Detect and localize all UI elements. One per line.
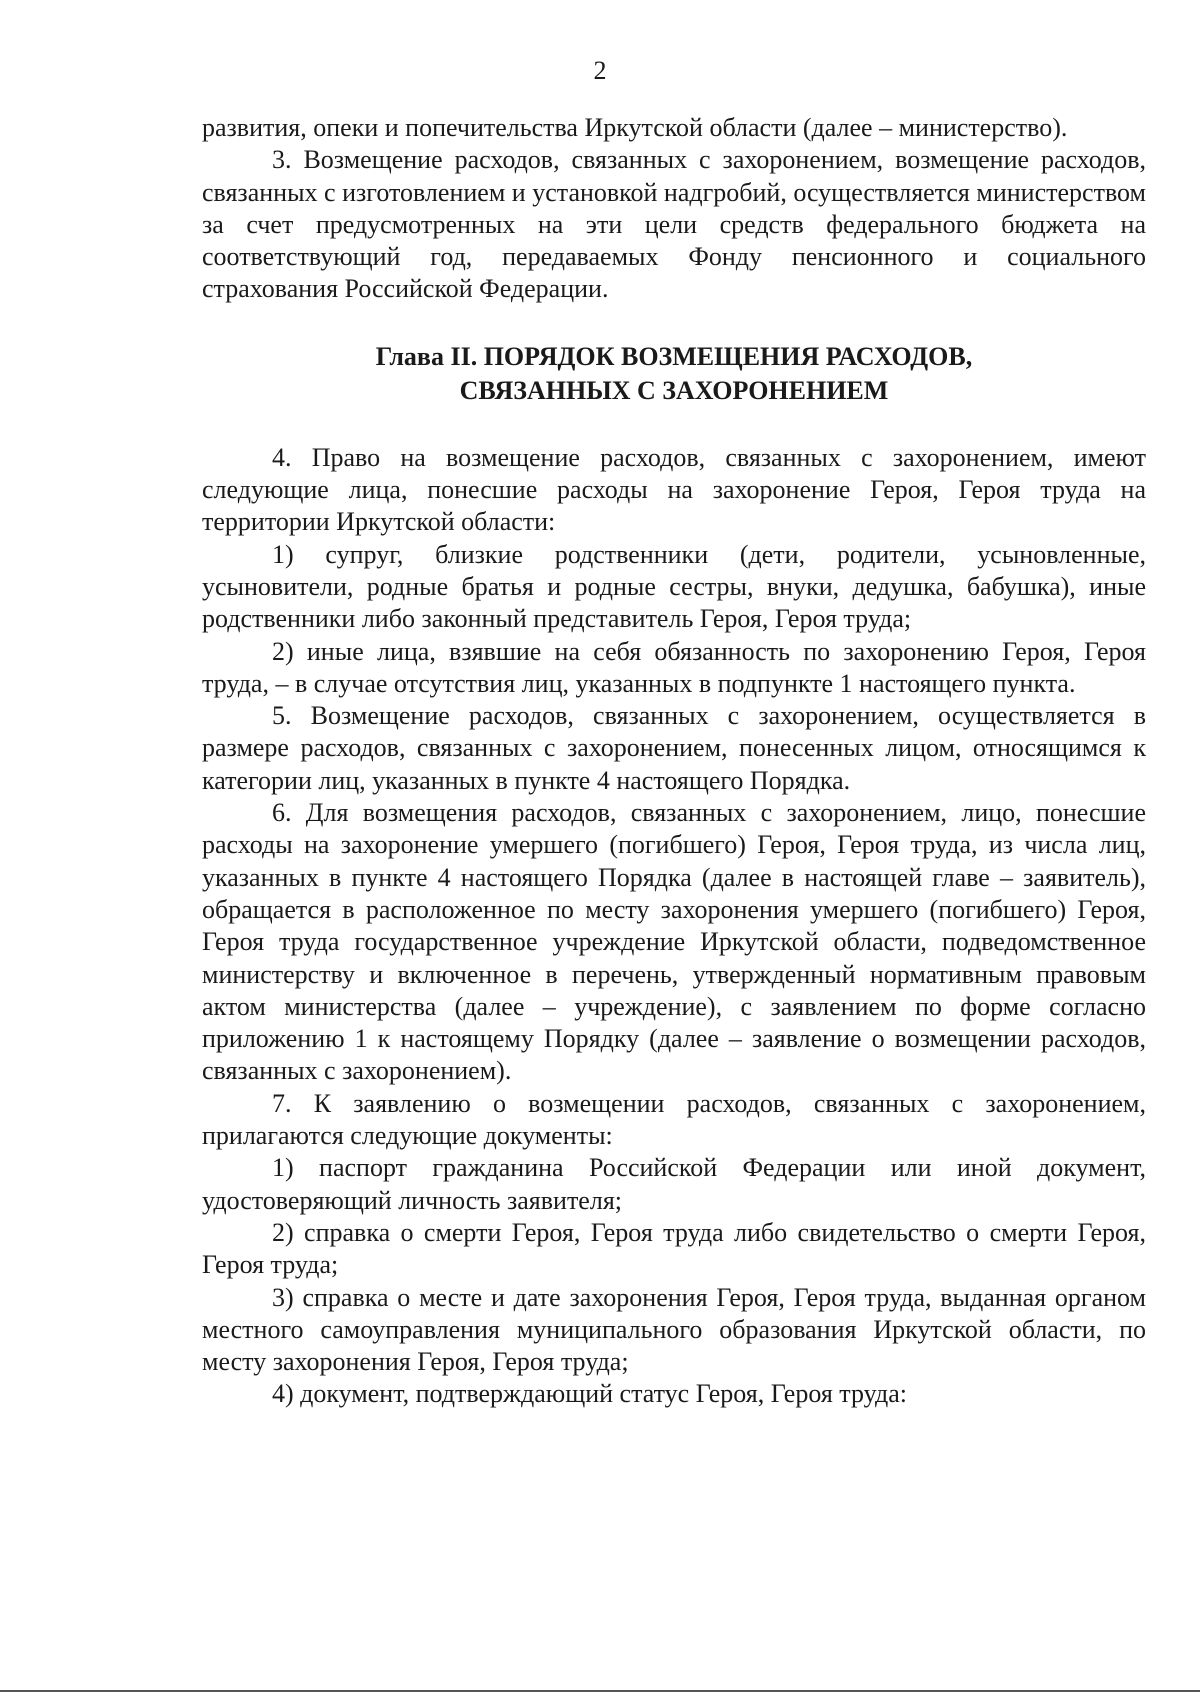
- paragraph-7-item-1: 1) паспорт гражданина Российской Федерации или иной документ, удостоверяющий личность заявителя;: [202, 1153, 1146, 1215]
- scan-bottom-edge: [0, 1690, 1200, 1692]
- paragraph-7-item-4: 4) документ, подтверждающий статус Героя, Героя труда:: [272, 1379, 907, 1409]
- paragraph-7-item-2: 2) справка о смерти Героя, Героя труда либо свидетельство о смерти Героя, Героя труда;: [202, 1217, 1146, 1280]
- paragraph-continuation: развития, опеки и попечительства Иркутской области (далее – министерство).: [202, 113, 1068, 142]
- document-body: [202, 112, 1146, 1411]
- paragraph-4-item-2: 2) иные лица, взявшие на себя обязанность по захоронению Героя, Героя труда, – в случае отсутствия лиц, указанных в подпункте 1 настоящего пункта.: [202, 636, 1146, 698]
- paragraph-6: 6. Для возмещения расходов, связанных с захоронением, лицо, понесшие расходы на захоронение умершего (погибшего) Героя, Героя труда, из числа лиц, указанных в пункте 4 настоящего Порядка (далее в настоящей главе – заявитель), обращается в расположенное по месту захоронения умершего (погибшего) Героя, Героя труда государственное учреждение Иркутской области, подведомственное министерству и включенное в перечень, утвержденный нормативным правовым актом министерства (далее – учреждение), с заявлением по форме согласно приложению 1 к настоящему Порядку (далее – заявление о возмещении расходов, связанных с захоронением).: [202, 798, 1146, 1086]
- paragraph-7-item-3: 3) справка о месте и дате захоронения Героя, Героя труда, выданная органом местного самоуправления муниципального образования Иркутской области, по месту захоронения Героя, Героя труда;: [202, 1282, 1146, 1377]
- paragraph-3: 3. Возмещение расходов, связанных с захоронением, возмещение расходов, связанных с изготовлением и установкой надгробий, осуществляется министерством за счет предусмотренных на эти цели средств федерального бюджета на соответствующий год, передаваемых Фонду пенсионного и социального страхования Российской Федерации.: [202, 145, 1146, 304]
- page-number: 2: [593, 56, 607, 85]
- paragraph-4: 4. Право на возмещение расходов, связанных с захоронением, имеют следующие лица, понесшие расходы на захоронение Героя, Героя труда на территории Иркутской области:: [202, 442, 1146, 537]
- chapter-heading-line-2: СВЯЗАННЫХ С ЗАХОРОНЕНИЕМ: [459, 375, 889, 405]
- chapter-heading-line-1: Глава II. ПОРЯДОК ВОЗМЕЩЕНИЯ РАСХОДОВ,: [375, 341, 973, 371]
- chapter-heading: [202, 340, 1146, 408]
- paragraph-4-item-1: 1) супруг, близкие родственники (дети, родители, усыновленные, усыновители, родные братья и родные сестры, внуки, дедушка, бабушка), иные родственники либо законный представитель Героя, Героя труда;: [202, 539, 1146, 634]
- paragraph-7: 7. К заявлению о возмещении расходов, связанных с захоронением, прилагаются следующие документы:: [202, 1088, 1146, 1151]
- paragraph-5: 5. Возмещение расходов, связанных с захоронением, осуществляется в размере расходов, связанных с захоронением, понесенных лицом, относящимся к категории лиц, указанных в пункте 4 настоящего Порядка.: [202, 701, 1146, 795]
